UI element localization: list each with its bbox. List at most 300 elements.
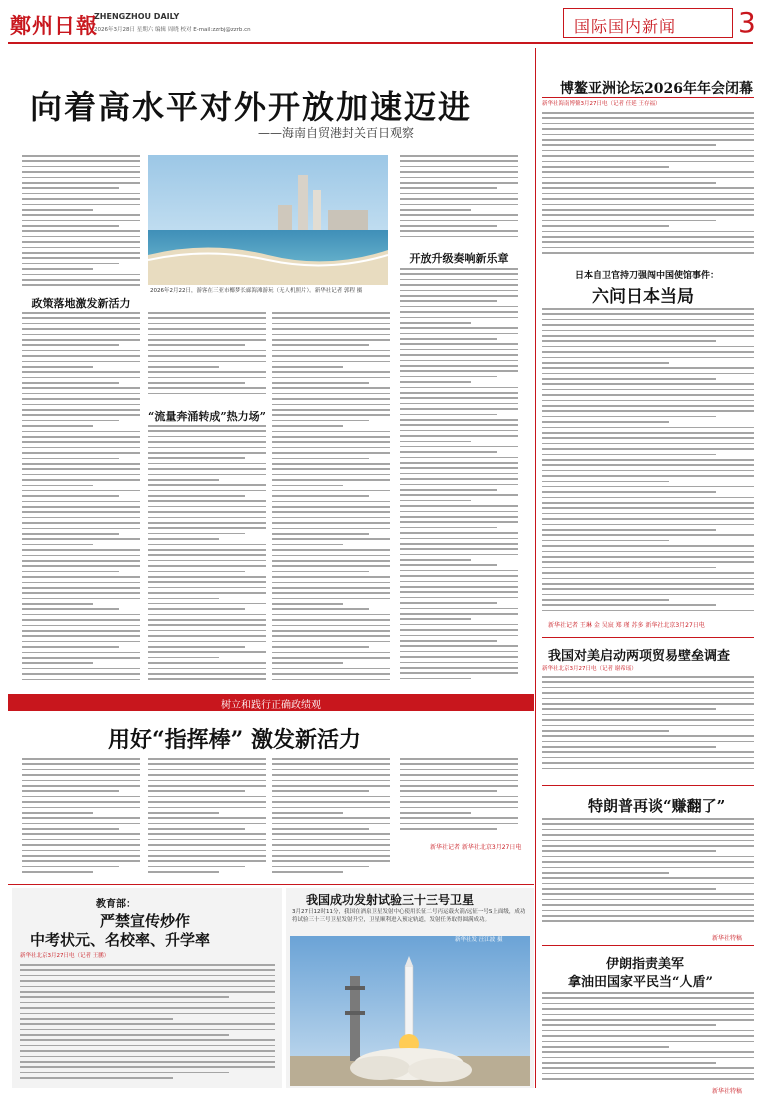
text-line xyxy=(148,790,245,792)
text-line xyxy=(542,427,754,429)
text-line xyxy=(542,1003,754,1005)
text-line xyxy=(542,730,669,732)
text-line xyxy=(400,575,518,577)
text-line xyxy=(400,414,497,416)
text-line xyxy=(272,549,390,551)
lead-subhead-2 xyxy=(148,408,266,424)
text-line xyxy=(272,571,369,573)
text-line xyxy=(400,441,471,443)
text-line xyxy=(542,187,754,189)
text-line xyxy=(148,425,266,427)
text-line xyxy=(272,592,390,594)
text-line xyxy=(148,312,266,314)
text-line xyxy=(272,587,390,589)
text-line xyxy=(272,780,390,782)
text-line xyxy=(400,230,518,232)
japan-body xyxy=(542,308,754,618)
text-line xyxy=(272,447,390,449)
text-line xyxy=(542,708,716,710)
text-line xyxy=(542,383,754,385)
text-line xyxy=(148,796,266,798)
text-line xyxy=(22,619,140,621)
text-line xyxy=(148,581,266,583)
text-line xyxy=(272,769,390,771)
text-line xyxy=(22,420,119,422)
text-line xyxy=(272,458,369,460)
text-line xyxy=(542,155,754,157)
text-line xyxy=(400,796,518,798)
text-line xyxy=(272,544,343,546)
text-line xyxy=(272,855,390,857)
text-line xyxy=(22,204,140,206)
text-line xyxy=(22,608,119,610)
text-line xyxy=(22,758,140,760)
text-line xyxy=(542,681,754,683)
text-line xyxy=(400,672,518,674)
text-line xyxy=(400,198,518,200)
text-line xyxy=(148,463,266,465)
text-line xyxy=(148,850,266,852)
text-line xyxy=(272,517,390,519)
text-line xyxy=(542,599,669,601)
text-line xyxy=(400,451,497,453)
text-line xyxy=(542,1046,669,1048)
text-line xyxy=(272,398,390,400)
text-line xyxy=(22,544,93,546)
text-line xyxy=(148,361,266,363)
text-line xyxy=(22,522,140,524)
boao-headline: 博鳌亚洲论坛2026年年会闭幕 xyxy=(560,81,753,97)
text-line xyxy=(542,725,754,727)
text-line xyxy=(400,763,518,765)
text-line xyxy=(400,640,497,642)
text-line xyxy=(542,171,754,173)
text-line xyxy=(22,603,93,605)
text-line xyxy=(272,533,369,535)
text-line xyxy=(542,448,754,450)
text-line xyxy=(400,457,518,459)
text-line xyxy=(400,651,518,653)
text-line xyxy=(272,582,390,584)
text-line xyxy=(542,551,754,553)
text-line xyxy=(22,646,119,648)
boao-rule xyxy=(542,97,754,98)
text-line xyxy=(272,625,390,627)
japan-headline: 六问日本当局 xyxy=(592,287,694,307)
text-line xyxy=(542,308,754,310)
text-line xyxy=(542,893,754,895)
text-line xyxy=(272,785,390,787)
text-line xyxy=(400,360,518,362)
text-line xyxy=(22,409,140,411)
text-line xyxy=(400,327,518,329)
exam-kicker: 教育部： xyxy=(96,899,136,910)
text-line xyxy=(542,692,754,694)
text-line xyxy=(542,204,754,206)
text-line xyxy=(542,1008,754,1010)
text-line xyxy=(148,763,266,765)
text-line xyxy=(400,758,518,760)
iran-headline-1: 伊朗指责美军 xyxy=(606,957,685,972)
text-line xyxy=(148,339,266,341)
text-line xyxy=(400,618,471,620)
text-line xyxy=(542,910,754,912)
text-line xyxy=(542,513,754,515)
text-line xyxy=(272,614,390,616)
text-line xyxy=(22,506,140,508)
text-line xyxy=(22,479,140,481)
text-line xyxy=(20,1072,229,1074)
boao-body xyxy=(542,112,754,262)
text-line xyxy=(148,538,219,540)
text-line xyxy=(542,534,754,536)
text-line xyxy=(400,629,518,631)
trump-body xyxy=(542,818,754,930)
text-line xyxy=(22,538,140,540)
text-line xyxy=(272,758,390,760)
text-line xyxy=(542,818,754,820)
text-line xyxy=(148,317,266,319)
text-line xyxy=(272,560,390,562)
text-line xyxy=(542,877,754,879)
text-line xyxy=(400,538,518,540)
text-line xyxy=(272,334,390,336)
text-line xyxy=(148,576,266,578)
text-line xyxy=(400,306,518,308)
text-line xyxy=(148,479,219,481)
text-line xyxy=(22,160,140,162)
text-line xyxy=(22,187,119,189)
text-line xyxy=(22,366,93,368)
text-line xyxy=(542,437,754,439)
text-line xyxy=(22,268,93,270)
text-line xyxy=(400,419,518,421)
text-line xyxy=(542,177,754,179)
text-line xyxy=(400,187,497,189)
text-line xyxy=(22,225,119,227)
text-line xyxy=(148,780,266,782)
text-line xyxy=(20,1029,275,1031)
text-line xyxy=(22,209,93,211)
text-line xyxy=(22,361,140,363)
text-line xyxy=(542,394,754,396)
japan-subtitle: 日本自卫官持刀强闯中国使馆事件： xyxy=(575,271,720,281)
masthead-rule xyxy=(8,42,753,44)
text-line xyxy=(542,432,754,434)
text-line xyxy=(148,668,266,670)
text-line xyxy=(148,855,266,857)
text-line xyxy=(542,540,669,542)
text-line xyxy=(148,334,266,336)
text-line xyxy=(20,1066,275,1068)
text-line xyxy=(22,790,119,792)
text-line xyxy=(148,447,266,449)
text-line xyxy=(22,155,140,157)
pointer-body-col4 xyxy=(400,758,518,838)
text-line xyxy=(148,571,245,573)
text-line xyxy=(22,371,140,373)
text-line xyxy=(148,774,266,776)
text-line xyxy=(148,828,245,830)
text-line xyxy=(542,400,754,402)
text-line xyxy=(272,511,390,513)
text-line xyxy=(272,404,390,406)
text-line xyxy=(542,454,716,456)
text-line xyxy=(542,604,716,606)
trade-headline: 我国对美启动两项贸易壁垒调查 xyxy=(548,649,731,664)
text-line xyxy=(20,1061,275,1063)
text-line xyxy=(542,757,754,759)
text-line xyxy=(148,441,266,443)
text-line xyxy=(542,502,754,504)
text-line xyxy=(400,500,471,502)
text-line xyxy=(542,421,669,423)
text-line xyxy=(542,1024,716,1026)
text-line xyxy=(20,980,275,982)
text-line xyxy=(22,441,140,443)
text-line xyxy=(272,317,390,319)
text-line xyxy=(22,279,140,281)
text-line xyxy=(20,1013,275,1015)
text-line xyxy=(148,657,219,659)
text-line xyxy=(400,435,518,437)
text-line xyxy=(400,209,471,211)
text-line xyxy=(148,614,266,616)
trump-signature: 新华社特稿 xyxy=(712,935,743,942)
text-line xyxy=(400,624,518,626)
text-line xyxy=(148,452,266,454)
text-line xyxy=(400,548,518,550)
text-line xyxy=(400,284,518,286)
text-line xyxy=(148,430,266,432)
lead-body-col1 xyxy=(22,155,140,290)
text-line xyxy=(148,630,266,632)
text-line xyxy=(542,1014,754,1016)
pointer-body-col1 xyxy=(22,758,140,878)
text-line xyxy=(148,355,266,357)
text-line xyxy=(22,317,140,319)
text-line xyxy=(148,592,266,594)
text-line xyxy=(542,464,754,466)
text-line xyxy=(400,505,518,507)
text-line xyxy=(542,410,754,412)
trade-byline: 新华社北京3月27日电（记者 谢希瑶） xyxy=(542,666,637,672)
text-line xyxy=(542,545,754,547)
text-line xyxy=(22,565,140,567)
text-line xyxy=(272,668,390,670)
text-line xyxy=(148,608,245,610)
text-line xyxy=(400,193,518,195)
text-line xyxy=(400,817,518,819)
text-line xyxy=(400,828,497,830)
text-line xyxy=(148,678,266,680)
text-line xyxy=(22,171,140,173)
text-line xyxy=(272,763,390,765)
text-line xyxy=(148,377,266,379)
text-line xyxy=(542,1062,716,1064)
text-line xyxy=(148,387,266,389)
text-line xyxy=(148,651,266,653)
text-line xyxy=(272,339,390,341)
text-line xyxy=(22,780,140,782)
text-line xyxy=(400,225,497,227)
lead-body-col3 xyxy=(272,312,390,687)
text-line xyxy=(22,871,93,873)
iran-headline-2: 拿油田国家平民当“人盾” xyxy=(568,975,713,990)
text-line xyxy=(22,860,140,862)
text-line xyxy=(22,247,140,249)
text-line xyxy=(542,856,754,858)
text-line xyxy=(542,867,754,869)
text-line xyxy=(272,630,390,632)
text-line xyxy=(400,376,497,378)
text-line xyxy=(542,459,754,461)
trump-headline: 特朗普再谈“赚翻了” xyxy=(588,797,726,815)
text-line xyxy=(272,463,390,465)
text-line xyxy=(400,613,518,615)
newspaper-logo: 鄭州日報 xyxy=(10,13,98,38)
text-line xyxy=(272,452,390,454)
text-line xyxy=(542,470,754,472)
text-line xyxy=(22,630,140,632)
divider-trade xyxy=(542,637,754,638)
text-line xyxy=(20,1056,275,1058)
text-line xyxy=(148,662,266,664)
text-line xyxy=(22,833,140,835)
text-line xyxy=(400,774,518,776)
text-line xyxy=(272,774,390,776)
text-line xyxy=(272,522,390,524)
text-line xyxy=(148,817,266,819)
text-line xyxy=(542,735,754,737)
text-line xyxy=(22,823,140,825)
text-line xyxy=(542,367,754,369)
text-line xyxy=(542,845,754,847)
text-line xyxy=(272,501,390,503)
text-line xyxy=(400,554,518,556)
text-line xyxy=(542,583,754,585)
rocket-launch-photo xyxy=(290,936,530,1086)
text-line xyxy=(542,319,754,321)
text-line xyxy=(148,366,219,368)
text-line xyxy=(272,619,390,621)
text-line xyxy=(22,182,140,184)
text-line xyxy=(542,220,716,222)
satellite-summary: 3月27日12时11分，我国在酒泉卫星发射中心使用长征二号丙运载火箭/远征一号S上面级，成功将试验三十三号卫星发射升空，卫星顺利进入预定轨道，发射任务取得圆满成功。 xyxy=(292,909,526,923)
lead-subhead-2-text: “流量奔涌转成”热力场” xyxy=(148,410,266,423)
text-line xyxy=(542,231,754,233)
text-line xyxy=(22,198,140,200)
text-line xyxy=(22,257,140,259)
text-line xyxy=(542,1019,754,1021)
section-name: 国际国内新闻 xyxy=(574,17,677,36)
text-line xyxy=(148,624,266,626)
text-line xyxy=(272,812,343,814)
text-line xyxy=(400,338,497,340)
pointer-body-col3 xyxy=(272,758,390,878)
text-line xyxy=(148,758,266,760)
text-line xyxy=(542,719,754,721)
text-line xyxy=(272,652,390,654)
text-line xyxy=(400,608,518,610)
text-line xyxy=(20,1023,275,1025)
lead-body-col2 xyxy=(148,312,266,402)
text-line xyxy=(22,679,140,681)
section-banner-text: 树立和践行正确政绩观 xyxy=(221,700,321,711)
text-line xyxy=(400,311,518,313)
text-line xyxy=(20,1002,275,1004)
text-line xyxy=(22,635,140,637)
text-line xyxy=(400,570,518,572)
text-line xyxy=(22,431,140,433)
text-line xyxy=(542,497,754,499)
text-line xyxy=(272,833,390,835)
text-line xyxy=(272,839,390,841)
text-line xyxy=(272,538,390,540)
text-line xyxy=(20,1039,275,1041)
text-line xyxy=(542,698,754,700)
text-line xyxy=(272,657,390,659)
text-line xyxy=(400,182,518,184)
text-line xyxy=(272,673,390,675)
text-line xyxy=(148,522,266,524)
text-line xyxy=(542,915,754,917)
text-line xyxy=(20,1050,275,1052)
text-line xyxy=(148,350,266,352)
text-line xyxy=(272,414,390,416)
text-line xyxy=(542,117,754,119)
text-line xyxy=(400,521,518,523)
text-line xyxy=(400,602,497,604)
text-line xyxy=(22,312,140,314)
text-line xyxy=(148,436,266,438)
text-line xyxy=(400,662,518,664)
text-line xyxy=(542,324,754,326)
text-line xyxy=(400,236,518,238)
text-line xyxy=(400,801,518,803)
text-line xyxy=(542,378,716,380)
text-line xyxy=(542,161,754,163)
text-line xyxy=(400,446,518,448)
text-line xyxy=(20,986,275,988)
text-line xyxy=(272,382,369,384)
text-line xyxy=(400,564,497,566)
pointer-headline: 用好“指挥棒” 激发新活力 xyxy=(108,727,361,753)
text-line xyxy=(272,479,390,481)
text-line xyxy=(22,177,140,179)
pointer-body-col2 xyxy=(148,758,266,878)
text-line xyxy=(542,703,754,705)
text-line xyxy=(22,657,140,659)
text-line xyxy=(272,468,390,470)
text-line xyxy=(400,581,518,583)
text-line xyxy=(542,899,754,901)
text-line xyxy=(272,350,390,352)
text-line xyxy=(542,840,754,842)
text-line xyxy=(272,790,369,792)
text-line xyxy=(22,236,140,238)
text-line xyxy=(22,587,140,589)
iran-body xyxy=(542,992,754,1084)
beach-photo-caption: 2026年2月22日，游客在三亚市椰梦长廊海滩游玩（无人机照片）。新华社记者 郭程 摄 xyxy=(150,288,363,294)
text-line xyxy=(542,389,754,391)
text-line xyxy=(542,112,754,114)
text-line xyxy=(400,408,518,410)
lead-subhead-1-text: 政策落地激发新活力 xyxy=(31,297,131,310)
text-line xyxy=(22,763,140,765)
text-line xyxy=(542,594,754,596)
text-line xyxy=(22,549,140,551)
